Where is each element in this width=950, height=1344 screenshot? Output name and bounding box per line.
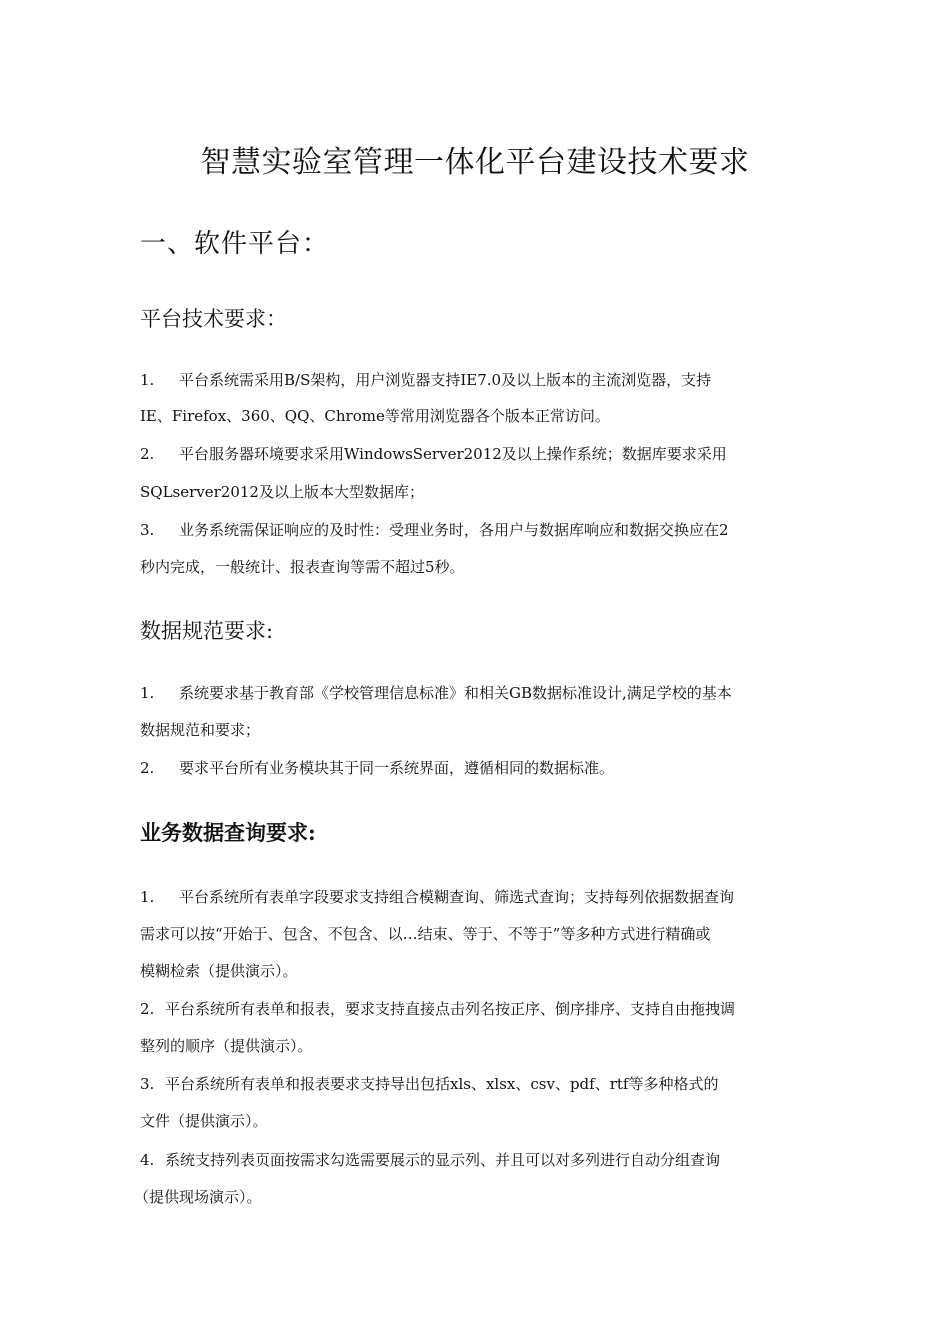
item-text: 平台服务器环境要求采用WindowsServer2012及以上操作系统；数据库要求采用 bbox=[179, 445, 727, 463]
item-text: 平台系统需采用B/S架构，用户浏览器支持IE7.0及以上版本的主流浏览器，支持 bbox=[179, 371, 712, 389]
list-item-continuation: 模糊检索（提供演示）。 bbox=[140, 962, 298, 980]
list-item bbox=[140, 998, 830, 1020]
item-text: 系统要求基于教育部《学校管理信息标准》和相关GB数据标准设计,满足学校的基本 bbox=[179, 684, 732, 702]
list-item-continuation: SQLserver2012及以上版本大型数据库； bbox=[140, 483, 424, 501]
item-number: 4. bbox=[140, 1151, 155, 1169]
list-item bbox=[140, 886, 830, 908]
item-text: 平台系统所有表单字段要求支持组合模糊查询、筛选式查询；支持每列依据数据查询 bbox=[179, 888, 735, 906]
item-text: 系统支持列表页面按需求勾选需要展示的显示列、并且可以对多列进行自动分组查询 bbox=[165, 1151, 721, 1169]
list-item-continuation: IE、Firefox、360、QQ、Chrome等常用浏览器各个版本正常访问。 bbox=[140, 407, 610, 425]
item-number: 1. bbox=[140, 684, 155, 702]
list-item-continuation: 整列的顺序（提供演示）。 bbox=[140, 1037, 313, 1055]
item-text: 要求平台所有业务模块其于同一系统界面，遵循相同的数据标准。 bbox=[179, 759, 615, 777]
list-item-continuation: 数据规范和要求； bbox=[140, 721, 261, 739]
list-item bbox=[140, 1149, 830, 1171]
item-text: 平台系统所有表单和报表，要求支持直接点击列名按正序、倒序排序、支持自由拖拽调 bbox=[165, 1000, 736, 1018]
list-item-continuation: （提供现场演示）。 bbox=[134, 1188, 262, 1206]
item-text: 业务系统需保证响应的及时性：受理业务时，各用户与数据库响应和数据交换应在2 bbox=[179, 521, 729, 539]
item-number: 2. bbox=[140, 445, 155, 463]
item-number: 2. bbox=[140, 1000, 155, 1018]
subheading-platform-tech: 平台技术要求： bbox=[140, 307, 287, 331]
item-text: 平台系统所有表单和报表要求支持导出包括xls、xlsx、csv、pdf、rtf等多种格式的 bbox=[165, 1075, 719, 1093]
list-item bbox=[140, 1073, 830, 1095]
list-item-continuation: 秒内完成，一般统计、报表查询等需不超过5秒。 bbox=[140, 558, 465, 576]
list-item bbox=[140, 443, 830, 465]
item-number: 3. bbox=[140, 1075, 155, 1093]
list-item bbox=[140, 519, 830, 541]
subheading-data-standards: 数据规范要求: bbox=[140, 619, 274, 643]
item-number: 1. bbox=[140, 888, 155, 906]
list-item-continuation: 需求可以按“开始于、包含、不包含、以…结束、等于、不等于”等多种方式进行精确或 bbox=[140, 925, 711, 943]
list-item bbox=[140, 369, 830, 391]
list-item bbox=[140, 757, 830, 779]
list-item-continuation: 文件（提供演示）。 bbox=[140, 1112, 268, 1130]
item-number: 1. bbox=[140, 371, 155, 389]
list-item bbox=[140, 682, 830, 704]
item-number: 2. bbox=[140, 759, 155, 777]
item-number: 3. bbox=[140, 521, 155, 539]
document-title: 智慧实验室管理一体化平台建设技术要求 bbox=[200, 145, 750, 180]
subheading-query-requirements: 业务数据查询要求: bbox=[140, 820, 316, 845]
section-heading-software-platform: 一、软件平台： bbox=[140, 229, 330, 259]
